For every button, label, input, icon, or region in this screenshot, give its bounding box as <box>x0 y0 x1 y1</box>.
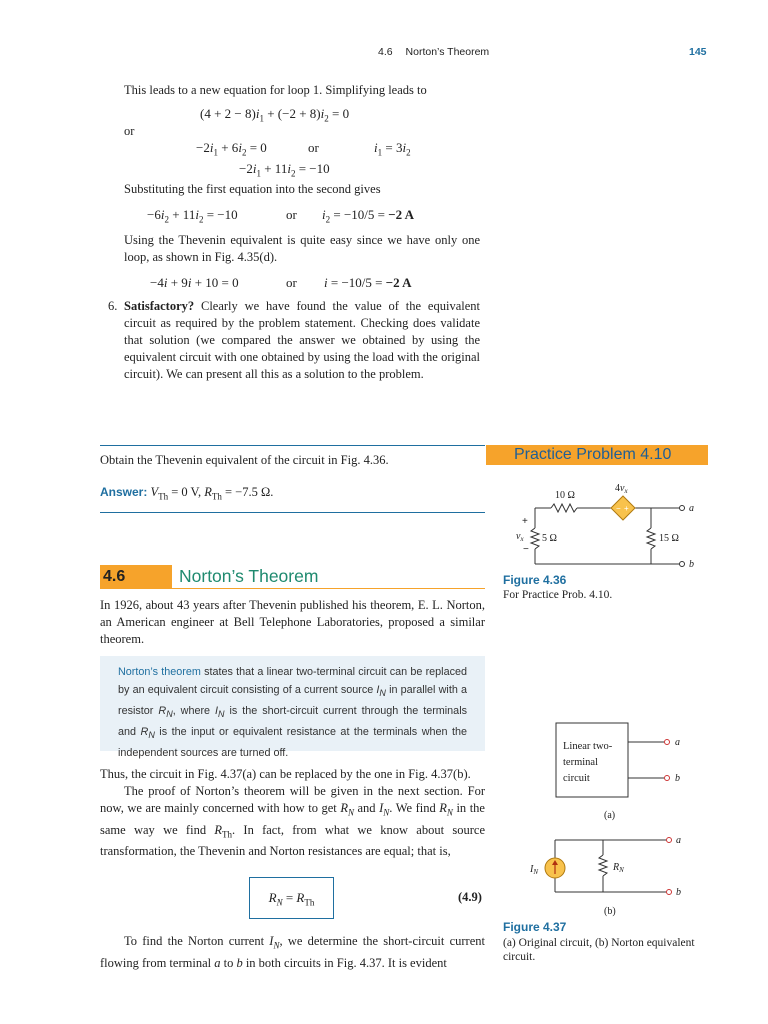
practice-answer: Answer: $V_{Th} = 0$ V, $R_{Th} = -7.5$ Ω. <box>100 485 274 502</box>
or-word: or <box>286 207 297 222</box>
theorem-lead: Norton’s theorem <box>118 666 201 678</box>
equation-3: $-2i_1 + 11i_2 = -10$ <box>239 161 330 179</box>
equation-2b: $i_1 = 3i_2$ <box>374 140 411 158</box>
rn-label: $R_N$ <box>613 862 624 874</box>
section-title: Norton’s Theorem <box>179 566 319 586</box>
terminal-b-label: b <box>689 559 694 570</box>
practice-question: Obtain the Thevenin equivalent of the circuit in Fig. 4.36. <box>100 453 389 467</box>
running-header <box>378 46 489 58</box>
practice-title-banner <box>486 445 708 465</box>
resistor-15-label: 15 Ω <box>659 533 679 544</box>
dependent-source-icon <box>611 496 635 520</box>
figure-4-37-title: Figure 4.37 <box>503 920 567 934</box>
terminal-b-label: b <box>676 887 681 898</box>
answer-label: Answer: <box>100 485 148 499</box>
svg-text:+: + <box>624 504 629 513</box>
figure-4-36-title: Figure 4.36 <box>503 573 567 587</box>
step-6-text: Clearly we have found the value of the equivalent circuit as required by the problem statement. Checking does validate that solution (we compared the answer we obtained by using the equivalent circuit with one obtained by using the load with the original circuit). We can present all this as a solution to the problem. <box>124 299 480 381</box>
dep-source-label: $4v_x$ <box>615 483 628 495</box>
equation-2a: $-2i_1 + 6i_2 = 0$ <box>196 140 267 158</box>
figure-4-37b-circuit <box>525 830 705 905</box>
norton-current-paragraph: To find the Norton current $I_N$, we determine the short-circuit current flowing from terminal a to b in both circuits in Fig. 4.37. It is evident <box>100 934 485 970</box>
linear-circuit-label: Linear two-terminal circuit <box>563 741 613 784</box>
page-number: 145 <box>689 46 707 58</box>
section-number-box <box>100 565 172 589</box>
equation-5b: i = −10/5 = −2 A <box>324 275 412 290</box>
step-6-bold: Satisfactory? <box>124 299 195 313</box>
intro-line: This leads to a new equation for loop 1. Simplifying leads to <box>124 83 427 97</box>
figure-4-36-caption: For Practice Prob. 4.10. <box>503 589 613 601</box>
norton-intro-paragraph: In 1926, about 43 years after Thevenin published his theorem, E. L. Norton, an American engineer at Bell Telephone Laboratories, proposed a similar theorem. <box>100 598 485 646</box>
proof-paragraph: The proof of Norton’s theorem will be given in the next section. For now, we are mainly concerned with how to get $R_N$ and $I_N$. We find $R_N$ in the same way we find $R_{Th}$. In fact, from what we know about source transformation, the Thevenin and Norton resistances are equal; that is, <box>100 784 485 858</box>
equation-4-9-box: $R_N = R_{Th}$ <box>249 877 334 919</box>
step-6-paragraph <box>124 298 480 383</box>
header-section: 4.6 <box>378 46 393 58</box>
step-number: 6. <box>108 299 118 313</box>
substituting-text: Substituting the first equation into the second gives <box>124 182 381 196</box>
vx-label: $v_x$ <box>516 531 524 543</box>
in-label: $I_N$ <box>530 864 539 876</box>
resistor-5-label: 5 Ω <box>542 533 557 544</box>
thevenin-text: Using the Thevenin equivalent is quite easy since we have only one loop, as shown in Fig. 4.35(d). <box>124 233 480 264</box>
figure-4-37b-sublabel: (b) <box>604 906 616 917</box>
terminal-a-label: a <box>675 737 680 748</box>
equation-5a: −4i + 9i + 10 = 0 <box>150 275 239 290</box>
svg-text:−: − <box>616 504 621 513</box>
equation-4a: $-6i_2 + 11i_2 = -10$ <box>147 207 238 225</box>
thus-paragraph: Thus, the circuit in Fig. 4.37(a) can be replaced by the one in Fig. 4.37(b). <box>100 767 471 781</box>
terminal-b-label: b <box>675 773 680 784</box>
equation-4b: $i_2 = -10/5 = -2$ A <box>322 207 415 225</box>
figure-4-36-circuit <box>505 478 705 570</box>
terminal-a-label: a <box>689 503 694 514</box>
plus-sign: + <box>522 516 528 527</box>
theorem-text: states that a linear two-terminal circuit can be replaced by an equivalent circuit consisting of a current source $I_N$ in parallel with a resistor $R_N$, where $I_N$ is the short-circuit current through the terminals and $R_N$ is the input or equivalent resistance at the terminals when the independent sources are turned off. <box>118 666 468 760</box>
or-word: or <box>308 140 319 155</box>
practice-rule-bottom <box>100 512 485 513</box>
norton-theorem-box <box>100 656 485 760</box>
terminal-a-label: a <box>676 835 681 846</box>
or-word: or <box>286 275 297 290</box>
equation-number: (4.9) <box>458 890 482 904</box>
equation-1: $(4 + 2 - 8)i_1 + (-2 + 8)i_2 = 0$ <box>200 106 350 124</box>
figure-4-37a-sublabel: (a) <box>604 810 616 821</box>
practice-rule-top <box>100 445 485 446</box>
practice-title: Practice Problem 4.10 <box>514 446 672 463</box>
or-word: or <box>124 124 135 138</box>
section-rule <box>172 588 485 589</box>
resistor-10-label: 10 Ω <box>555 490 575 501</box>
minus-sign: − <box>523 544 529 555</box>
section-number: 4.6 <box>103 568 126 585</box>
header-title: Norton’s Theorem <box>405 46 490 58</box>
figure-4-37-caption: (a) Original circuit, (b) Norton equivalent circuit. <box>503 937 695 963</box>
